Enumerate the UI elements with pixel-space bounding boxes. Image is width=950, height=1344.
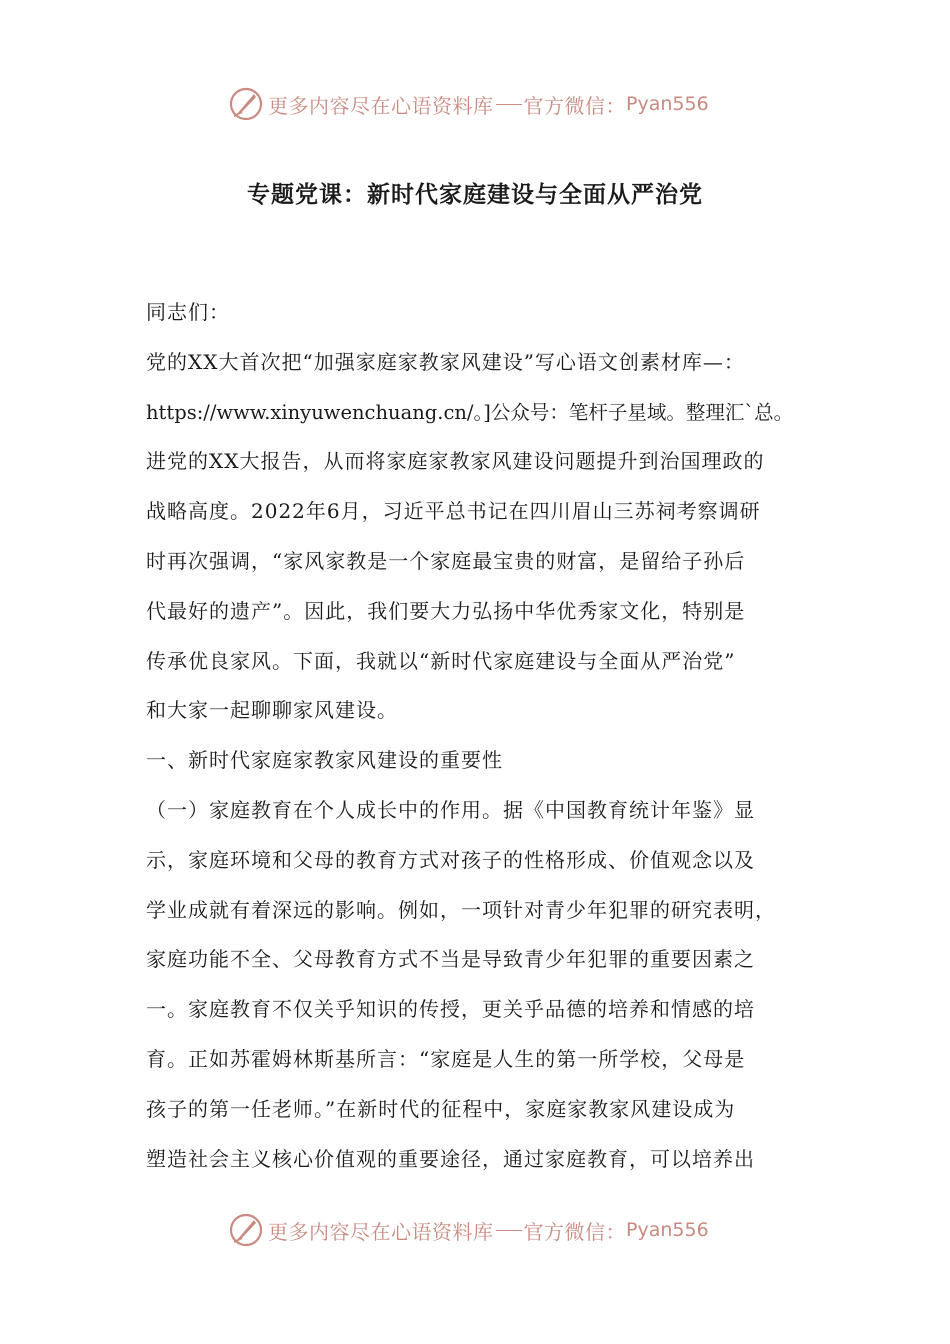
body-line: 传承优良家风。下面，我就以“新时代家庭建设与全面从严治党” <box>146 648 736 673</box>
body-line: 塑造社会主义核心价值观的重要途径，通过家庭教育，可以培养出 <box>146 1146 755 1171</box>
body-line: 示，家庭环境和父母的教育方式对孩子的性格形成、价值观念以及 <box>146 847 755 872</box>
body-line: 育。正如苏霍姆林斯基所言：“家庭是人生的第一所学校，父母是 <box>146 1046 746 1071</box>
section-heading: 一、新时代家庭家教家风建设的重要性 <box>146 748 503 773</box>
body-line: 一。家庭教育不仅关乎知识的传授，更关乎品德的培养和情感的培 <box>146 997 755 1022</box>
body-line: 孩子的第一任老师。”在新时代的征程中，家庭家教家风建设成为 <box>146 1096 736 1121</box>
watermark-label: 官方微信： <box>523 1219 626 1244</box>
body-line: 家庭功能不全、父母教育方式不当是导致青少年犯罪的重要因素之 <box>146 947 755 972</box>
watermark-text: 更多内容尽在心语资料库 <box>268 93 494 118</box>
quill-pen-logo-icon <box>228 1212 264 1248</box>
watermark-text: 更多内容尽在心语资料库 <box>268 1219 494 1244</box>
body-line: 代最好的遗产”。因此，我们要大力弘扬中华优秀家文化，特别是 <box>146 598 746 623</box>
watermark-dash <box>496 104 522 105</box>
body-line: 战略高度。2022年6月，习近平总书记在四川眉山三苏祠考察调研 <box>146 499 761 524</box>
body-line: 和大家一起聊聊家风建设。 <box>146 698 398 723</box>
body-line: 党的XX大首次把“加强家庭家教家风建设”写心语文创素材库—： <box>146 349 745 374</box>
footer-watermark <box>228 1210 748 1250</box>
body-line: 时再次强调，“家风家教是一个家庭最宝贵的财富，是留给子孙后 <box>146 548 746 573</box>
document-body <box>146 288 818 1184</box>
body-line: （一）家庭教育在个人成长中的作用。据《中国教育统计年鉴》显 <box>146 797 755 822</box>
watermark-label: 官方微信： <box>523 93 626 118</box>
watermark-wechat-id: Pyan556 <box>626 93 709 115</box>
watermark-dash <box>496 1230 522 1231</box>
document-title: 专题党课：新时代家庭建设与全面从严治党 <box>247 182 703 208</box>
body-line: 进党的XX大报告，从而将家庭家教家风建设问题提升到治国理政的 <box>146 449 765 474</box>
body-line-url: https://www.xinyuwenchuang.cn/。]公众号：笔杆子星域。整理汇`总。 <box>146 400 794 424</box>
body-line: 同志们： <box>146 300 230 324</box>
body-line: 学业成就有着深远的影响。例如，一项针对青少年犯罪的研究表明， <box>146 897 776 922</box>
header-watermark <box>228 84 748 124</box>
quill-pen-logo-icon <box>228 86 264 122</box>
watermark-wechat-id: Pyan556 <box>626 1219 709 1241</box>
